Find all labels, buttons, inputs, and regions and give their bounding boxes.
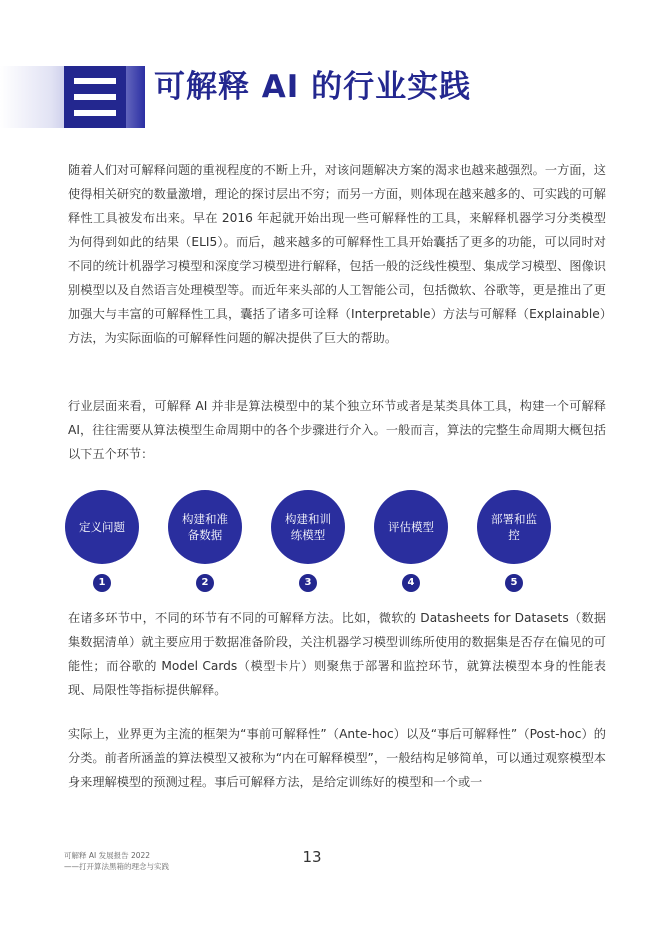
- step-label: 评估模型: [388, 520, 434, 534]
- page-number: 13: [302, 848, 322, 866]
- step-number: 2: [196, 574, 214, 592]
- step-number: 4: [402, 574, 420, 592]
- step-prepare-data: [165, 490, 245, 590]
- page-title: 可解释 AI 的行业实践: [154, 69, 472, 105]
- triple-bar-icon: [64, 66, 126, 128]
- paragraph-1: 随着人们对可解释问题的重视程度的不断上升，对该问题解决方案的渴求也越来越强烈。一方面，这使得相关研究的数量激增，理论的探讨层出不穷；而另一方面，则体现在越来越多的、可实践的可解释性工具被发布出来。早在 2016 年起就开始出现一些可解释性的工具，来解释机器学习分类模型为何得到如此的结果（ELI5）。而后，越来越多的可解释性工具开始囊括了更多的功能，可以同时对不同的统计机器学习模型和深度学习模型进行解释，包括一般的泛线性模型、集成学习模型、图像识别模型以及自然语言处理模型等。而近年来头部的人工智能公司，包括微软、谷歌等，更是推出了更加强大与丰富的可解释性工具，囊括了诸多可诠释（Interpretable）方法与可解释（Explainable）方法，为实际面临的可解释性问题的解决提供了巨大的帮助。: [68, 163, 606, 345]
- lifecycle-steps: [62, 490, 562, 590]
- step-deploy-monitor: [474, 490, 554, 590]
- paragraph-4: 实际上，业界更为主流的框架为“事前可解释性”（Ante-hoc）以及“事后可解释性”（Post-hoc）的分类。前者所涵盖的算法模型又被称为“内在可解释模型”，一般结构足够简单，可以通过观察模型本身来理解模型的预测过程。事后可解释方法，是给定训练好的模型和一个或一: [68, 727, 606, 789]
- step-number: 1: [93, 574, 111, 592]
- step-circle: [65, 490, 139, 564]
- paragraph-3: 在诸多环节中，不同的环节有不同的可解释方法。比如，微软的 Datasheets for Datasets（数据集数据清单）就主要应用于数据准备阶段，关注机器学习模型训练所使用的数据集是否存在偏见的可能性；而谷歌的 Model Cards（模型卡片）则聚焦于部署和监控环节，就算法模型本身的性能表现、局限性等指标提供解释。: [68, 611, 606, 697]
- footer-line-2: ——打开算法黑箱的理念与实践: [64, 862, 169, 871]
- step-circle: [374, 490, 448, 564]
- step-label: 定义问题: [79, 520, 125, 534]
- footer-line-1: 可解释 AI 发展报告 2022: [64, 851, 151, 860]
- step-number: 3: [299, 574, 317, 592]
- step-train-model: [268, 490, 348, 590]
- step-circle: [477, 490, 551, 564]
- step-label: 构建和准备数据: [182, 512, 228, 542]
- footer-report-title: [64, 850, 169, 872]
- paragraph-2: 行业层面来看，可解释 AI 并非是算法模型中的某个独立环节或者是某类具体工具，构建一个可解释 AI，往往需要从算法模型生命周期中的各个步骤进行介入。一般而言，算法的完整生命周期大概包括以下五个环节：: [68, 399, 606, 461]
- step-define-problem: [62, 490, 142, 590]
- step-number: 5: [505, 574, 523, 592]
- step-label: 部署和监控: [491, 512, 537, 542]
- step-circle: [168, 490, 242, 564]
- step-circle: [271, 490, 345, 564]
- step-label: 构建和训练模型: [285, 512, 331, 542]
- step-evaluate-model: [371, 490, 451, 590]
